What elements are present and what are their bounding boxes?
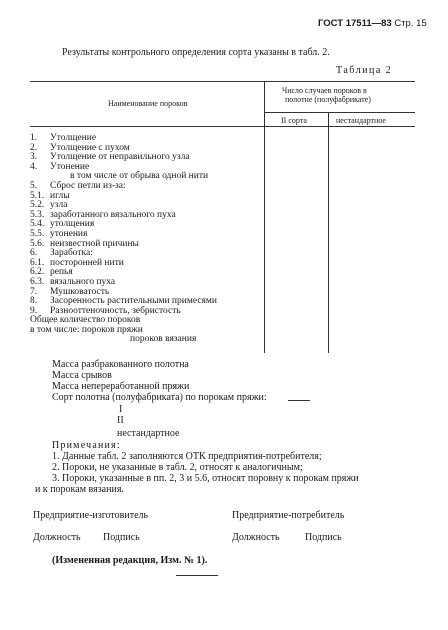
table-rows [30, 134, 217, 345]
manufacturer-position: Должность [33, 532, 81, 543]
row-label: Засоренность растительными примесями [50, 296, 218, 307]
mass-defective: Масса разбракованного полотна [52, 359, 189, 370]
row-number: 6.3. [30, 276, 45, 287]
row-label: Мушковатость [50, 286, 110, 297]
row-number: 6.1. [30, 257, 45, 268]
table-row [30, 335, 217, 345]
consumer-signature: Подпись [305, 532, 342, 543]
row-label: Утонение [50, 161, 90, 172]
row-number: 7. [30, 286, 38, 297]
row-number: 5. [30, 180, 38, 191]
row-label: в том числе от обрыва одной нити [70, 171, 209, 182]
mass-tears: Масса срывов [52, 370, 112, 381]
standard-number: ГОСТ 17511—83 [318, 18, 392, 29]
col-count-header-1: Число случаев пороков в [282, 86, 367, 95]
manufacturer-label: Предприятие-изготовитель [33, 510, 149, 521]
row-label: репья [50, 267, 73, 278]
col-count-header-2: полотне (полуфабрикате) [285, 95, 371, 104]
row-number: 1. [30, 133, 38, 143]
intro-text: Результаты контрольного определения сорта указаны в табл. 2. [62, 47, 330, 58]
row-number: 5.6. [30, 238, 45, 249]
row-number: 5.4. [30, 219, 45, 230]
table-col-divider [264, 81, 265, 353]
note-1: 1. Данные табл. 2 заполняются ОТК предприятия-потребителя; [52, 451, 322, 462]
row-label: Утолщение [50, 133, 97, 143]
page-number: Стр. 15 [394, 18, 427, 29]
end-rule [176, 575, 218, 576]
table-subheader-border [264, 112, 415, 113]
col-name-header: Наименование пороков [108, 99, 188, 108]
sub-col-nonstandard: нестандартное [336, 116, 386, 125]
row-label: Заработка: [50, 248, 93, 259]
note-2: 2. Пороки, не указанные в табл. 2, относят к аналогичным; [52, 462, 303, 473]
row-number: 5.1. [30, 190, 45, 201]
row-label: Утолщение от неправильного узла [50, 152, 190, 163]
row-label: неизвестной причины [50, 238, 139, 249]
row-number: 3. [30, 152, 38, 163]
row-number: 8. [30, 296, 38, 307]
fill-in-line [288, 400, 310, 401]
row-label: пороков вязания [130, 334, 197, 345]
row-label: в том числе: пороков пряжи [30, 324, 143, 335]
grade-2: II [117, 415, 124, 426]
manufacturer-signature: Подпись [103, 532, 140, 543]
row-label: узла [50, 200, 68, 211]
row-number: 5.5. [30, 228, 45, 239]
table-caption: Таблица 2 [336, 65, 393, 76]
row-number: 5.3. [30, 209, 45, 220]
row-label: утолщения [50, 219, 95, 230]
table-header-border [30, 126, 415, 127]
row-number: 4. [30, 161, 38, 172]
grade-nonstandard: нестандартное [117, 428, 180, 439]
row-label: утонения [50, 228, 88, 239]
row-label: посторонней нити [50, 257, 124, 268]
note-3: 3. Пороки, указанные в пп. 2, 3 и 5.6, относят поровну к порокам пряжи [52, 473, 359, 484]
sub-col-grade2: II сорта [281, 116, 307, 125]
row-label: Общее количество пороков [30, 315, 141, 326]
edit-note: (Измененная редакция, Изм. № 1). [52, 555, 208, 566]
row-number: 2. [30, 142, 38, 153]
row-label: Разнооттеночность, зебристость [50, 305, 181, 316]
row-label: Утолщение с пухом [50, 142, 130, 153]
grade-1: I [119, 404, 123, 415]
row-number: 6. [30, 248, 38, 259]
mass-unprocessed: Масса непереработанной пряжи [52, 381, 190, 392]
fabric-grade: Сорт полотна (полуфабриката) по порокам пряжи: [52, 392, 267, 403]
row-label: заработанного вязального пуха [50, 209, 176, 220]
consumer-label: Предприятие-потребитель [232, 510, 345, 521]
table-subcol-divider [328, 112, 329, 353]
row-number: 6.2. [30, 267, 45, 278]
notes-title: Примечания: [52, 440, 121, 451]
page-header [318, 18, 427, 29]
table-top-border [30, 81, 415, 82]
row-label: Сброс петли из-за: [50, 180, 126, 191]
row-label: иглы [50, 190, 70, 201]
consumer-position: Должность [232, 532, 280, 543]
row-number: 5.2. [30, 200, 45, 211]
row-label: вязального пуха [50, 276, 116, 287]
row-number: 9. [30, 305, 38, 316]
note-3-cont: и к порокам вязания. [35, 484, 124, 495]
